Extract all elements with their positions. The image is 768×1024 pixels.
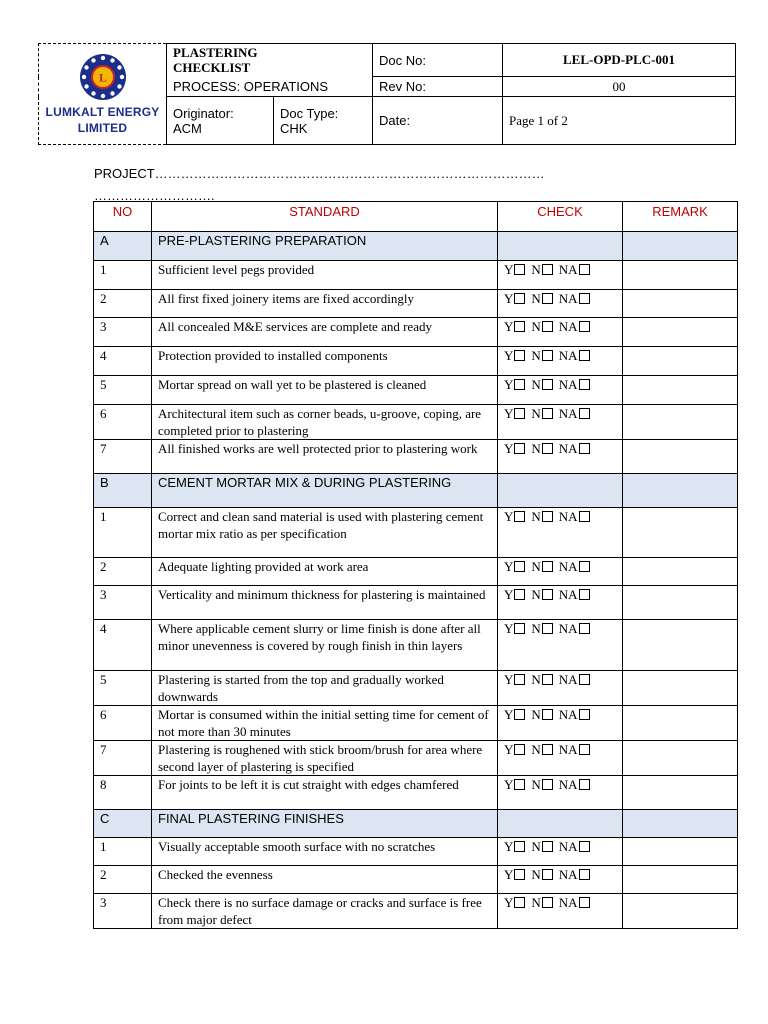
check-option-n-label: N bbox=[531, 742, 541, 757]
emblem-letter: L bbox=[98, 70, 107, 85]
checkbox-n[interactable] bbox=[542, 511, 553, 522]
standard-text: Check there is no surface damage or cracks and surface is free from major defect bbox=[152, 894, 498, 929]
row-number: 2 bbox=[94, 558, 152, 586]
checkbox-na[interactable] bbox=[579, 408, 590, 419]
section-title: CEMENT MORTAR MIX & DURING PLASTERING bbox=[152, 474, 498, 508]
remark-cell[interactable] bbox=[623, 838, 738, 866]
standard-text: Plastering is started from the top and gradually worked downwards bbox=[152, 671, 498, 706]
remark-cell[interactable] bbox=[623, 261, 738, 290]
check-option-na-label: NA bbox=[558, 587, 578, 602]
check-option-na-label: NA bbox=[558, 777, 578, 792]
rev-no-value: 00 bbox=[503, 77, 736, 97]
row-number: 3 bbox=[94, 894, 152, 929]
checkbox-na[interactable] bbox=[579, 350, 590, 361]
check-cell bbox=[498, 440, 623, 474]
check-option-n-label: N bbox=[531, 559, 541, 574]
standard-text: Mortar is consumed within the initial setting time for cement of not more than 30 minutes bbox=[152, 706, 498, 741]
standard-text: Adequate lighting provided at work area bbox=[152, 558, 498, 586]
section-row bbox=[94, 474, 738, 508]
checkbox-na[interactable] bbox=[579, 293, 590, 304]
check-option-n-label: N bbox=[531, 867, 541, 882]
row-number: 1 bbox=[94, 508, 152, 558]
checkbox-n[interactable] bbox=[542, 869, 553, 880]
table-row bbox=[94, 586, 738, 620]
check-option-y-label: Y bbox=[504, 621, 514, 636]
row-number: 3 bbox=[94, 586, 152, 620]
row-number: 6 bbox=[94, 706, 152, 741]
checkbox-y[interactable] bbox=[514, 841, 525, 852]
checkbox-na[interactable] bbox=[579, 779, 590, 790]
checkbox-y[interactable] bbox=[514, 779, 525, 790]
checkbox-na[interactable] bbox=[579, 623, 590, 634]
remark-cell[interactable] bbox=[623, 776, 738, 810]
standard-text: Mortar spread on wall yet to be plastered is cleaned bbox=[152, 376, 498, 405]
table-row bbox=[94, 866, 738, 894]
col-header-no: NO bbox=[94, 202, 152, 232]
checkbox-y[interactable] bbox=[514, 897, 525, 908]
check-cell bbox=[498, 347, 623, 376]
check-option-y-label: Y bbox=[504, 559, 514, 574]
check-option-y-label: Y bbox=[504, 839, 514, 854]
checkbox-y[interactable] bbox=[514, 511, 525, 522]
originator-label: Originator: bbox=[173, 105, 234, 121]
row-number: B bbox=[94, 474, 152, 508]
table-row bbox=[94, 318, 738, 347]
check-option-y-label: Y bbox=[504, 587, 514, 602]
table-row bbox=[94, 671, 738, 706]
check-cell bbox=[498, 261, 623, 290]
standard-text: Where applicable cement slurry or lime finish is done after all minor unevenness is covered by rough finish in thin layers bbox=[152, 620, 498, 671]
table-row bbox=[94, 776, 738, 810]
col-header-check: CHECK bbox=[498, 202, 623, 232]
check-option-n-label: N bbox=[531, 587, 541, 602]
company-logo bbox=[39, 44, 167, 145]
remark-cell[interactable] bbox=[623, 741, 738, 776]
standard-text: All concealed M&E services are complete and ready bbox=[152, 318, 498, 347]
table-row bbox=[94, 440, 738, 474]
row-number: 7 bbox=[94, 741, 152, 776]
project-line2: ………………………. bbox=[94, 188, 215, 203]
checkbox-n[interactable] bbox=[542, 561, 553, 572]
check-option-na-label: NA bbox=[558, 867, 578, 882]
check-option-y-label: Y bbox=[504, 867, 514, 882]
standard-text: Architectural item such as corner beads, u-groove, coping, are completed prior to plastering bbox=[152, 405, 498, 440]
check-option-na-label: NA bbox=[558, 406, 578, 421]
table-row bbox=[94, 838, 738, 866]
checkbox-y[interactable] bbox=[514, 623, 525, 634]
row-number: 4 bbox=[94, 620, 152, 671]
remark-cell[interactable] bbox=[623, 318, 738, 347]
table-row bbox=[94, 741, 738, 776]
remark-cell[interactable] bbox=[623, 440, 738, 474]
check-cell bbox=[498, 866, 623, 894]
check-cell bbox=[498, 318, 623, 347]
check-option-na-label: NA bbox=[558, 377, 578, 392]
check-option-n-label: N bbox=[531, 291, 541, 306]
check-option-n-label: N bbox=[531, 672, 541, 687]
standard-text: All first fixed joinery items are fixed accordingly bbox=[152, 290, 498, 318]
check-option-y-label: Y bbox=[504, 672, 514, 687]
document-title-line1: PLASTERING bbox=[173, 45, 258, 61]
standard-text: Plastering is roughened with stick broom/brush for area where second layer of plastering is specified bbox=[152, 741, 498, 776]
checkbox-na[interactable] bbox=[579, 841, 590, 852]
table-row bbox=[94, 558, 738, 586]
checkbox-na[interactable] bbox=[579, 869, 590, 880]
row-number: 3 bbox=[94, 318, 152, 347]
table-row bbox=[94, 376, 738, 405]
checkbox-n[interactable] bbox=[542, 623, 553, 634]
check-option-y-label: Y bbox=[504, 262, 514, 277]
check-option-na-label: NA bbox=[558, 895, 578, 910]
check-cell bbox=[498, 620, 623, 671]
check-option-y-label: Y bbox=[504, 348, 514, 363]
checkbox-y[interactable] bbox=[514, 869, 525, 880]
row-number: 1 bbox=[94, 838, 152, 866]
standard-text: Checked the evenness bbox=[152, 866, 498, 894]
check-option-na-label: NA bbox=[558, 509, 578, 524]
doc-type-cell bbox=[274, 97, 373, 145]
checkbox-y[interactable] bbox=[514, 293, 525, 304]
rev-no-label: Rev No: bbox=[373, 77, 503, 97]
company-emblem-icon bbox=[78, 52, 128, 102]
check-option-n-label: N bbox=[531, 621, 541, 636]
checkbox-y[interactable] bbox=[514, 589, 525, 600]
remark-cell[interactable] bbox=[623, 376, 738, 405]
doc-no-value: LEL-OPD-PLC-001 bbox=[503, 44, 736, 77]
checkbox-n[interactable] bbox=[542, 443, 553, 454]
check-cell bbox=[498, 558, 623, 586]
table-row bbox=[94, 894, 738, 929]
row-number: 7 bbox=[94, 440, 152, 474]
standard-text: All finished works are well protected prior to plastering work bbox=[152, 440, 498, 474]
check-option-na-label: NA bbox=[558, 742, 578, 757]
remark-cell[interactable] bbox=[623, 290, 738, 318]
check-option-y-label: Y bbox=[504, 777, 514, 792]
table-row bbox=[94, 405, 738, 440]
checkbox-y[interactable] bbox=[514, 744, 525, 755]
checkbox-y[interactable] bbox=[514, 443, 525, 454]
originator-value: ACM bbox=[173, 120, 202, 136]
doc-type-label: Doc Type: bbox=[280, 105, 339, 121]
row-number: 2 bbox=[94, 866, 152, 894]
check-option-y-label: Y bbox=[504, 377, 514, 392]
check-option-na-label: NA bbox=[558, 707, 578, 722]
doc-no-label: Doc No: bbox=[373, 44, 503, 77]
checkbox-n[interactable] bbox=[542, 744, 553, 755]
table-header-row bbox=[94, 202, 738, 232]
document-title bbox=[167, 44, 373, 77]
check-option-n-label: N bbox=[531, 348, 541, 363]
table-row bbox=[94, 706, 738, 741]
section-row bbox=[94, 810, 738, 838]
checkbox-n[interactable] bbox=[542, 321, 553, 332]
checkbox-y[interactable] bbox=[514, 264, 525, 275]
check-cell bbox=[498, 894, 623, 929]
check-option-na-label: NA bbox=[558, 441, 578, 456]
row-number: 4 bbox=[94, 347, 152, 376]
remark-cell[interactable] bbox=[623, 347, 738, 376]
checkbox-y[interactable] bbox=[514, 379, 525, 390]
row-number: 2 bbox=[94, 290, 152, 318]
company-name-line1: LUMKALT ENERGY bbox=[45, 105, 160, 119]
check-cell bbox=[498, 706, 623, 741]
checklist-table bbox=[93, 201, 738, 929]
originator-cell bbox=[167, 97, 274, 145]
checkbox-na[interactable] bbox=[579, 379, 590, 390]
table-row bbox=[94, 261, 738, 290]
check-cell bbox=[498, 838, 623, 866]
check-option-na-label: NA bbox=[558, 672, 578, 687]
check-cell bbox=[498, 741, 623, 776]
check-option-n-label: N bbox=[531, 509, 541, 524]
remark-cell[interactable] bbox=[623, 706, 738, 741]
section-title: PRE-PLASTERING PREPARATION bbox=[152, 232, 498, 261]
remark-cell[interactable] bbox=[623, 894, 738, 929]
standard-text: Correct and clean sand material is used with plastering cement mortar mix ratio as per specification bbox=[152, 508, 498, 558]
checkbox-na[interactable] bbox=[579, 264, 590, 275]
date-label: Date: bbox=[373, 97, 503, 145]
check-cell bbox=[498, 232, 623, 261]
check-option-na-label: NA bbox=[558, 319, 578, 334]
check-cell bbox=[498, 405, 623, 440]
remark-cell[interactable] bbox=[623, 558, 738, 586]
check-cell bbox=[498, 671, 623, 706]
check-option-n-label: N bbox=[531, 777, 541, 792]
check-option-na-label: NA bbox=[558, 262, 578, 277]
check-option-n-label: N bbox=[531, 262, 541, 277]
check-option-y-label: Y bbox=[504, 291, 514, 306]
standard-text: Sufficient level pegs provided bbox=[152, 261, 498, 290]
remark-cell[interactable] bbox=[623, 405, 738, 440]
project-line1: PROJECT……………………………………………………………………………… bbox=[94, 166, 545, 181]
check-cell bbox=[498, 586, 623, 620]
remark-cell[interactable] bbox=[623, 620, 738, 671]
check-cell bbox=[498, 376, 623, 405]
check-option-y-label: Y bbox=[504, 406, 514, 421]
checkbox-na[interactable] bbox=[579, 897, 590, 908]
remark-cell[interactable] bbox=[623, 671, 738, 706]
check-cell bbox=[498, 290, 623, 318]
row-number: 6 bbox=[94, 405, 152, 440]
check-cell bbox=[498, 474, 623, 508]
checkbox-y[interactable] bbox=[514, 350, 525, 361]
checkbox-y[interactable] bbox=[514, 709, 525, 720]
check-cell bbox=[498, 508, 623, 558]
checkbox-na[interactable] bbox=[579, 709, 590, 720]
remark-cell[interactable] bbox=[623, 866, 738, 894]
check-option-y-label: Y bbox=[504, 707, 514, 722]
check-option-y-label: Y bbox=[504, 742, 514, 757]
row-number: 8 bbox=[94, 776, 152, 810]
row-number: A bbox=[94, 232, 152, 261]
check-option-n-label: N bbox=[531, 441, 541, 456]
doc-type-value: CHK bbox=[280, 120, 308, 136]
standard-text: For joints to be left it is cut straight with edges chamfered bbox=[152, 776, 498, 810]
col-header-standard: STANDARD bbox=[152, 202, 498, 232]
check-option-y-label: Y bbox=[504, 441, 514, 456]
check-option-na-label: NA bbox=[558, 621, 578, 636]
checkbox-n[interactable] bbox=[542, 293, 553, 304]
remark-cell[interactable] bbox=[623, 810, 738, 838]
remark-cell[interactable] bbox=[623, 232, 738, 261]
checkbox-na[interactable] bbox=[579, 589, 590, 600]
row-number: 1 bbox=[94, 261, 152, 290]
checkbox-n[interactable] bbox=[542, 350, 553, 361]
check-option-na-label: NA bbox=[558, 291, 578, 306]
col-header-remark: REMARK bbox=[623, 202, 738, 232]
checkbox-y[interactable] bbox=[514, 408, 525, 419]
remark-cell[interactable] bbox=[623, 586, 738, 620]
checkbox-n[interactable] bbox=[542, 589, 553, 600]
section-row bbox=[94, 232, 738, 261]
process-label: PROCESS: OPERATIONS bbox=[167, 77, 373, 97]
document-header bbox=[38, 43, 736, 145]
table-row bbox=[94, 290, 738, 318]
checkbox-n[interactable] bbox=[542, 709, 553, 720]
check-option-n-label: N bbox=[531, 377, 541, 392]
checkbox-y[interactable] bbox=[514, 561, 525, 572]
check-cell bbox=[498, 776, 623, 810]
check-cell bbox=[498, 810, 623, 838]
row-number: 5 bbox=[94, 671, 152, 706]
checkbox-na[interactable] bbox=[579, 511, 590, 522]
document-title-line2: CHECKLIST bbox=[173, 60, 251, 76]
checkbox-n[interactable] bbox=[542, 674, 553, 685]
check-option-n-label: N bbox=[531, 406, 541, 421]
checkbox-y[interactable] bbox=[514, 674, 525, 685]
table-row bbox=[94, 347, 738, 376]
checkbox-na[interactable] bbox=[579, 674, 590, 685]
checkbox-na[interactable] bbox=[579, 321, 590, 332]
check-option-y-label: Y bbox=[504, 895, 514, 910]
checkbox-n[interactable] bbox=[542, 897, 553, 908]
check-option-y-label: Y bbox=[504, 509, 514, 524]
standard-text: Visually acceptable smooth surface with no scratches bbox=[152, 838, 498, 866]
check-option-n-label: N bbox=[531, 895, 541, 910]
checkbox-n[interactable] bbox=[542, 779, 553, 790]
table-row bbox=[94, 508, 738, 558]
check-option-na-label: NA bbox=[558, 348, 578, 363]
row-number: C bbox=[94, 810, 152, 838]
remark-cell[interactable] bbox=[623, 508, 738, 558]
standard-text: Verticality and minimum thickness for plastering is maintained bbox=[152, 586, 498, 620]
check-option-n-label: N bbox=[531, 319, 541, 334]
checkbox-y[interactable] bbox=[514, 321, 525, 332]
check-option-y-label: Y bbox=[504, 319, 514, 334]
check-option-n-label: N bbox=[531, 839, 541, 854]
standard-text: Protection provided to installed components bbox=[152, 347, 498, 376]
checkbox-n[interactable] bbox=[542, 379, 553, 390]
check-option-na-label: NA bbox=[558, 559, 578, 574]
checkbox-n[interactable] bbox=[542, 264, 553, 275]
checkbox-n[interactable] bbox=[542, 408, 553, 419]
remark-cell[interactable] bbox=[623, 474, 738, 508]
company-name bbox=[46, 104, 160, 136]
check-option-n-label: N bbox=[531, 707, 541, 722]
checkbox-na[interactable] bbox=[579, 443, 590, 454]
table-row bbox=[94, 620, 738, 671]
checkbox-na[interactable] bbox=[579, 744, 590, 755]
checkbox-n[interactable] bbox=[542, 841, 553, 852]
section-title: FINAL PLASTERING FINISHES bbox=[152, 810, 498, 838]
company-name-line2: LIMITED bbox=[77, 121, 128, 135]
checkbox-na[interactable] bbox=[579, 561, 590, 572]
check-option-na-label: NA bbox=[558, 839, 578, 854]
row-number: 5 bbox=[94, 376, 152, 405]
page-number: Page 1 of 2 bbox=[503, 97, 736, 145]
